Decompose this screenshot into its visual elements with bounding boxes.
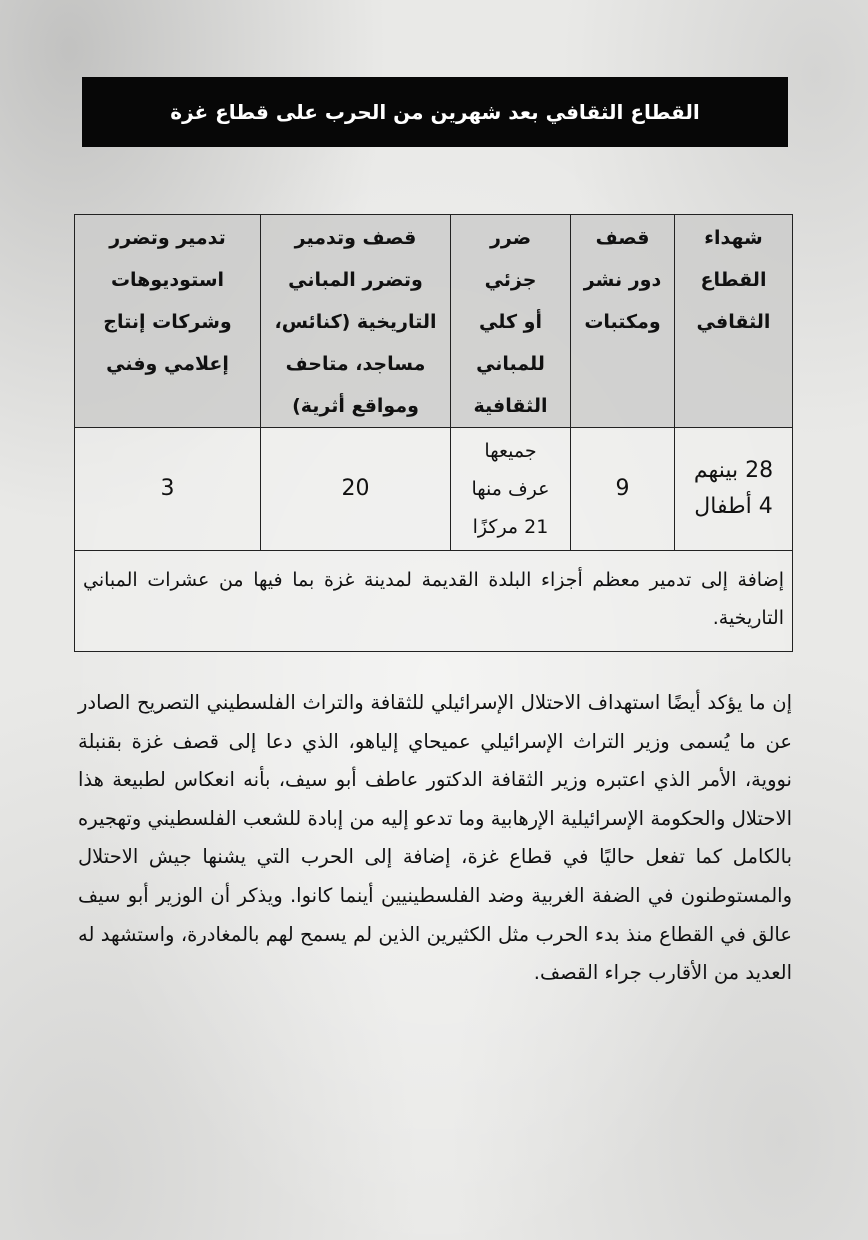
table-note-row: [75, 551, 793, 652]
value-cultural-martyrs: 28 بينهم 4 أطفال: [675, 428, 793, 551]
value-publishers-libraries: 9: [571, 428, 675, 551]
header-cultural-martyrs: شهداء القطاع الثقافي: [675, 215, 793, 428]
body-paragraph: إن ما يؤكد أيضًا استهداف الاحتلال الإسرائيلي للثقافة والتراث الفلسطيني التصريح الصادر عن ما يُسمى وزير التراث الإسرائيلي عميحاي إلياهو، الذي دعا إلى قصف غزة بقنبلة نووية، الأمر الذي اعتبره وزير الثقافة الدكتور عاطف أبو سيف، بأنه انعكاس لطبيعة هذا الاحتلال والحكومة الإسرائيلية الإرهابية وما تدعو إليه من إبادة للشعب الفلسطيني وتهجيره بالكامل كما تفعل حاليًا في قطاع غزة، إضافة إلى الحرب التي يشنها جيش الاحتلال والمستوطنون في الضفة الغربية وضد الفلسطينيين أينما كانوا. ويذكر أن الوزير أبو سيف عالق في القطاع منذ بدء الحرب مثل الكثيرين الذين لم يسمح لهم بالمغادرة، واستشهد له العديد من الأقارب جراء القصف.: [78, 691, 792, 985]
header-publishers-libraries: قصف دور نشر ومكتبات: [571, 215, 675, 428]
value-media-studios: 3: [75, 428, 261, 551]
value-historic-buildings: 20: [261, 428, 451, 551]
value-cultural-buildings: جميعها عرف منها 21 مركزًا: [451, 428, 571, 551]
page-title: القطاع الثقافي بعد شهرين من الحرب على قطاع غزة: [170, 100, 700, 124]
header-media-studios: تدمير وتضرر استوديوهات وشركات إنتاج إعلامي وفني: [75, 215, 261, 428]
table-note: إضافة إلى تدمير معظم أجزاء البلدة القديمة لمدينة غزة بما فيها من عشرات المباني التاريخية.: [75, 551, 793, 652]
table-header-row: [75, 215, 793, 428]
header-cultural-buildings: ضرر جزئي أو كلي للمباني الثقافية: [451, 215, 571, 428]
header-historic-buildings: قصف وتدمير وتضرر المباني التاريخية (كنائس، مساجد، متاحف ومواقع أثرية): [261, 215, 451, 428]
statistics-table: [75, 214, 793, 652]
table-row: [75, 428, 793, 551]
title-banner: [82, 77, 788, 147]
